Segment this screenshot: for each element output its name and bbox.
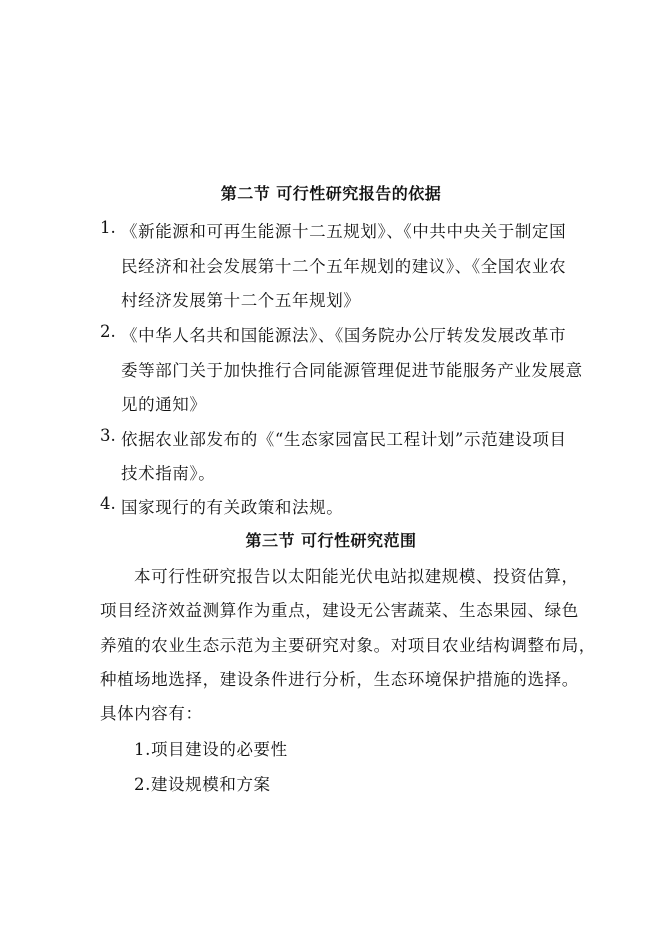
item-2-line-2: 委等部门关于加快推行合同能源管理促进节能服务产业发展意 [121,361,583,380]
item-1-line-3: 村经济发展第十二个五年规划》 [121,291,361,310]
item-2-line-3: 见的通知》 [121,395,207,414]
list-number-1: 1. [100,218,116,237]
item-3-line-1: 依据农业部发布的《“生态家园富民工程计划”示范建设项目 [121,430,567,449]
item-1-line-2: 民经济和社会发展第十二个五年规划的建议》、《全国农业农 [121,257,567,276]
scope-item-2: 2.建设规模和方案 [134,775,271,794]
list-number-4: 4. [100,494,116,513]
paragraph-line-4: 种植场地选择，建设条件进行分析，生态环境保护措施的选择。 [100,670,579,689]
item-3-line-2: 技术指南》。 [121,464,216,483]
paragraph-line-5: 具体内容有： [100,704,203,723]
scope-item-1: 1.项目建设的必要性 [134,740,288,759]
section-3-heading: 第三节 可行性研究范围 [245,531,417,550]
item-2-line-1: 《中华人名共和国能源法》、《国务院办公厅转发发展改革市 [121,326,567,345]
paragraph-line-2: 项目经济效益测算作为重点，建设无公害蔬菜、生态果园、绿色 [100,601,579,620]
section-2-heading: 第二节 可行性研究报告的依据 [220,184,442,203]
paragraph-line-1: 本可行性研究报告以太阳能光伏电站拟建规模、投资估算， [134,567,579,586]
item-1-line-1: 《新能源和可再生能源十二五规划》、《中共中央关于制定国 [121,222,567,241]
list-number-2: 2. [100,322,116,341]
paragraph-line-3: 养殖的农业生态示范为主要研究对象。对项目农业结构调整布局， [100,636,596,655]
list-number-3: 3. [100,426,116,445]
item-4-line-1: 国家现行的有关政策和法规。 [121,498,344,517]
